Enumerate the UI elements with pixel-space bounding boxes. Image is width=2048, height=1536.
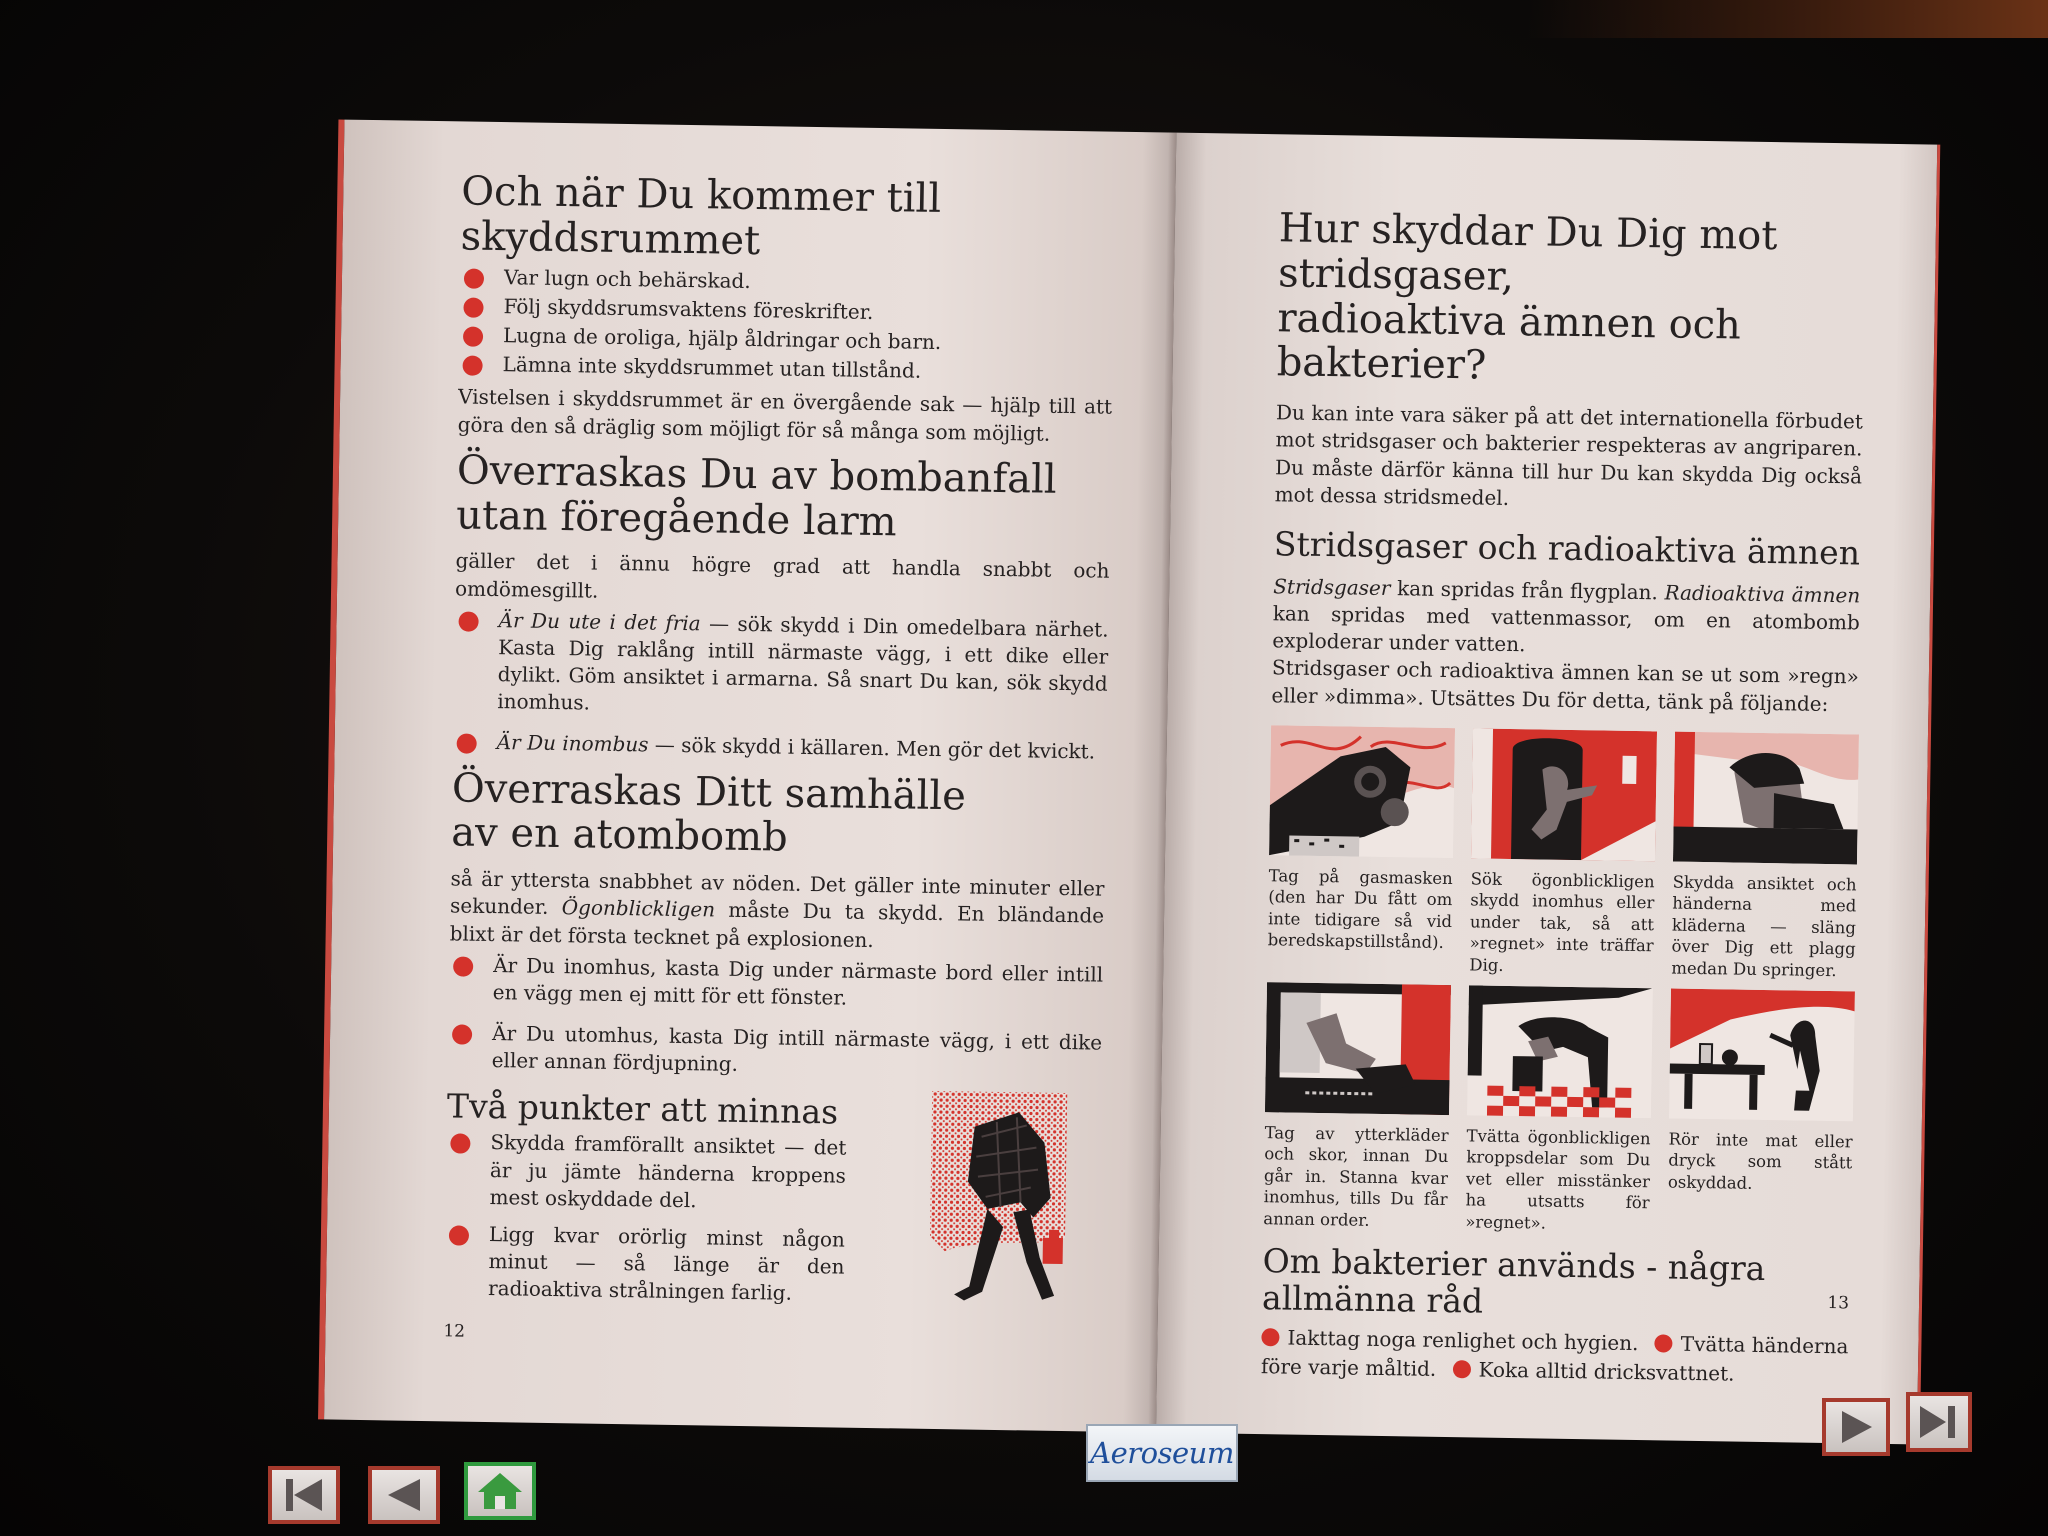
bomb-attack-paragraph: gäller det i ännu högre grad att handla snabbt och omdömesgillt. [454,548,1110,603]
caption-shelter: Sök ögonblickligen skydd inomhus eller under tak, så att »regnet» inte träffar Dig. [1469,869,1655,975]
top-edge-strip [1528,0,2048,38]
bullet-icon [1261,1328,1279,1346]
atom-bomb-paragraph: så är yttersta snabbhet av nöden. Det gäller inte minuter eller sekunder. Ögonblickligen måste Du ta skydd. En bländande blixt är det första tecknet på explosionen. [449,866,1105,952]
protection-paragraph: Du kan inte vara säker på att det internationella förbudet mot stridsgaser och bakterier respekteras av angriparen. Du måste därför känna till hur Du kan skydda Dig också mot dessa stridsmedel. [1274,400,1864,510]
last-page-button[interactable] [1906,1392,1972,1452]
bullet-icon [463,297,483,317]
list-item: Följ skyddsrumsvaktens föreskrifter. [459,292,1113,329]
caption-clothes: Tag av ytterkläder och skor, innan Du går in. Stanna kvar inomhus, tills Du får annan order. [1263,1123,1449,1230]
skip-to-last-icon [1910,1396,1968,1448]
running-man-illustration [924,1085,1078,1317]
illustration-grid [1263,725,1858,1239]
page-number-left: 12 [443,1321,466,1342]
list-item: Lugna de oroliga, hjälp åldringar och barn. [459,321,1113,358]
caption-food: Rör inte mat eller dryck som stått oskyddad. [1667,1129,1853,1193]
heading-gases: Stridsgaser och radioaktiva ämnen [1273,524,1861,573]
gases-paragraph: Stridsgaser kan spridas från flygplan. Radioaktiva ämnen kan spridas med vattenmassor, om en atombomb exploderar under vatten. [1272,574,1861,657]
bullet-icon [463,326,483,346]
shelter-rules-list [458,263,1114,388]
bullet-icon [452,1025,472,1045]
caption-gasmask: Tag på gasmasken (den har Du fått om inte tidigare så vid beredskapstillstånd). [1267,866,1453,953]
bullet-icon [450,1134,470,1154]
bullet-icon [453,956,473,976]
heading-two-points: Två punkter att minnas [446,1085,839,1131]
list-item: Är Du ute i det fria — sök skydd i Din omedelbara närhet. Kasta Dig raklång intill närmaste vägg, i ett dike eller dylikt. Göm ansiktet i armarna. Så snart Du kan, sök skydd inomhus. [453,606,1109,725]
two-points-section [444,1085,1101,1312]
right-page [1156,133,1940,1445]
skip-to-first-icon [272,1470,336,1520]
bullet-icon [458,611,478,631]
bullet-icon [1655,1334,1673,1352]
caption-face: Skydda ansiktet och händerna med kläderna — släng över Dig ett plagg medan Du springer. [1671,872,1857,980]
food-drink-illustration [1669,989,1855,1122]
heading-bacteria: Om bakterier används - några allmänna råd [1261,1241,1766,1321]
heading-atom-bomb: Överraskas Ditt samhälle av en atombomb [450,764,967,862]
heading-bomb-attack: Överraskas Du av bombanfall utan föregående larm [455,447,1058,545]
rain-mist-paragraph: Stridsgaser och radioaktiva ämnen kan se ut som »regn» eller »dimma». Utsättes Du för detta, tänk på följande: [1271,655,1860,716]
home-button[interactable] [464,1462,536,1520]
atom-bomb-list [447,951,1103,1084]
left-page [318,119,1176,1432]
bullet-icon [462,356,482,376]
shelter-paragraph: Vistelsen i skyddsrummet är en övergående sak — hjälp till att göra den så dräglig som möjligt för så många som möjligt. [457,384,1113,446]
wash-illustration [1467,985,1653,1118]
bacteria-advice: Iakttag noga renlighet och hygien. Tvätta händerna före varje måltid. Koka alltid dricksvattnet. [1260,1325,1849,1386]
heading-protection: Hur skyddar Du Dig mot stridsgaser, radioaktiva ämnen och bakterier? [1276,205,1778,389]
list-item: Lämna inte skyddsrummet utan tillstånd. [458,351,1112,388]
previous-page-icon [372,1470,436,1520]
two-points-list [444,1129,847,1308]
bullet-icon [1452,1360,1470,1378]
list-item: Var lugn och behärskad. [460,263,1114,300]
first-page-button[interactable] [268,1466,340,1524]
list-item: Ligg kvar orörlig minst någon minut — så länge är den radioaktiva strålningen farlig. [444,1220,845,1308]
list-item: Är Du utomhus, kasta Dig intill närmaste vägg, i ett dike eller annan fördjupning. [447,1019,1102,1084]
next-page-icon [1826,1402,1886,1452]
home-icon [468,1466,532,1516]
cover-face-illustration [1673,731,1859,864]
list-item: Är Du inombus — sök skydd i källaren. Men gör det kvickt. [452,729,1106,766]
seek-shelter-illustration [1471,728,1657,861]
aeroseum-logo[interactable]: Aeroseum [1086,1424,1238,1482]
caption-wash: Tvätta ögonblickligen kroppsdelar som Du vet eller misstänker ha utsatts för »regnet». [1465,1126,1651,1233]
remove-clothes-illustration [1265,982,1451,1115]
bullet-icon [464,268,484,288]
heading-shelter: Och när Du kommer till skyddsrummet [460,168,942,264]
gas-mask-illustration [1269,725,1455,858]
bomb-attack-list [452,606,1108,766]
list-item: Är Du inomhus, kasta Dig under närmaste bord eller intill en vägg men ej mitt för ett fönster. [449,951,1104,1016]
bullet-icon [449,1225,469,1245]
booklet-spread [318,119,1941,1464]
list-item: Skydda framförallt ansiktet — det är ju jämte händerna kroppens mest oskyddade del. [445,1129,846,1217]
bullet-icon [457,734,477,754]
next-page-button[interactable] [1822,1398,1890,1456]
previous-page-button[interactable] [368,1466,440,1524]
page-number-right: 13 [1827,1293,1850,1314]
